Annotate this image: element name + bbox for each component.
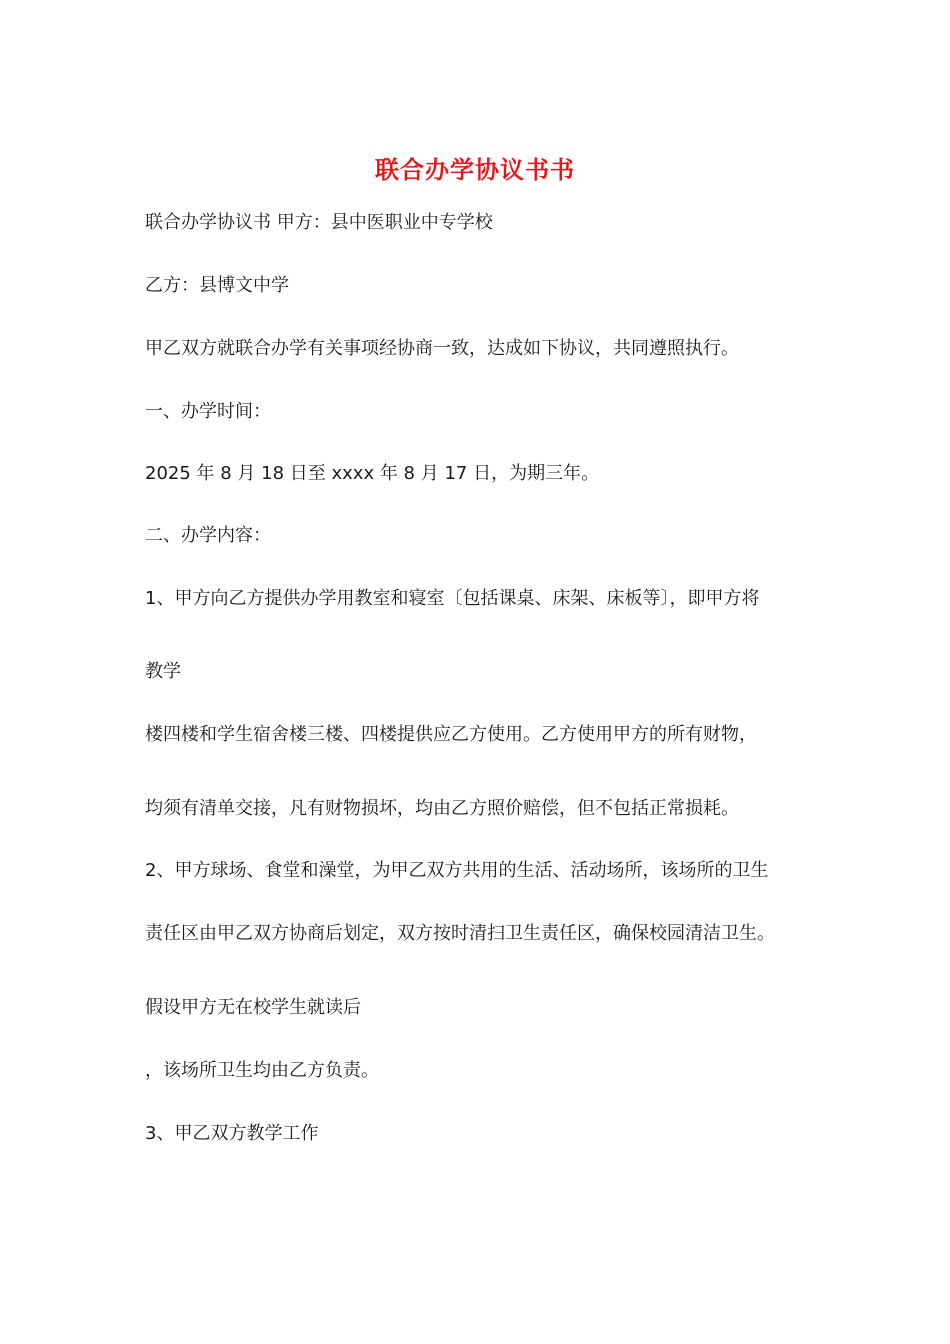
- section-heading-time: 一、办学时间：: [145, 401, 271, 422]
- clause-2-line-4: ，该场所卫生均由乙方负责。: [145, 1060, 379, 1081]
- intro-paragraph: 甲乙双方就联合办学有关事项经协商一致，达成如下协议，共同遵照执行。: [145, 338, 739, 359]
- clause-1-line-3: 楼四楼和学生宿舍楼三楼、四楼提供应乙方使用。乙方使用甲方的所有财物，: [145, 724, 757, 745]
- term-dates-line: 2025 年 8 月 18 日至 xxxx 年 8 月 17 日，为期三年。: [145, 463, 600, 484]
- clause-2-line-2: 责任区由甲乙双方协商后划定，双方按时清扫卫生责任区，确保校园清洁卫生。: [145, 923, 775, 944]
- document-title: 联合办学协议书书: [375, 155, 575, 184]
- clause-2-line-1: 2、甲方球场、食堂和澡堂，为甲乙双方共用的生活、活动场所，该场所的卫生: [145, 860, 769, 881]
- clause-1-line-2: 教学: [145, 661, 181, 682]
- clause-2-line-3: 假设甲方无在校学生就读后: [145, 997, 361, 1018]
- party-b-line: 乙方：县博文中学: [145, 275, 289, 296]
- party-a-line: 联合办学协议书 甲方：县中医职业中专学校: [145, 212, 493, 233]
- clause-3-line-1: 3、甲乙双方教学工作: [145, 1123, 319, 1144]
- clause-1-line-4: 均须有清单交接，凡有财物损坏，均由乙方照价赔偿，但不包括正常损耗。: [145, 798, 739, 819]
- section-heading-content: 二、办学内容：: [145, 525, 271, 546]
- clause-1-line-1: 1、甲方向乙方提供办学用教室和寝室〔包括课桌、床架、床板等〕，即甲方将: [145, 588, 760, 609]
